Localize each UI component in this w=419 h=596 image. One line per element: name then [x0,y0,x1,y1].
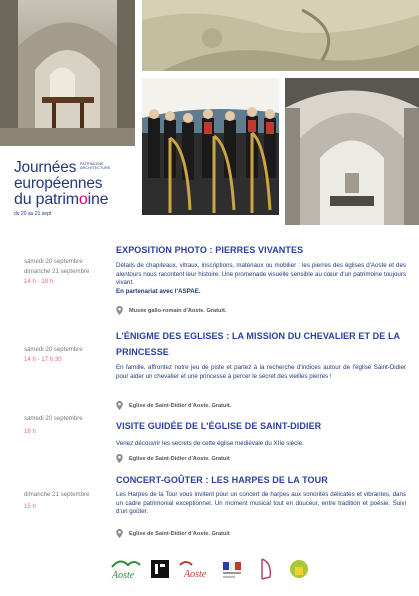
svg-text:Aoste: Aoste [184,569,207,580]
logo-dates: du 20 au 21 sept [14,211,52,217]
location-pin-icon [116,401,123,410]
green-partner-logo [288,557,310,581]
event-location: Eglise de Saint-Didier d'Aoste. Gratuit [116,454,230,463]
event-description: En famille, affrontez notre jeu de piste et partez à la recherche d'indices autour de l'église Saint-Didier pour aider un chevalier et une princesse à percer le secret des vieilles pierres ! [116,364,406,380]
event-date: dimanche 21 septembre [24,491,90,498]
sponsor-logos [108,557,313,581]
logo-line-2: européennes [14,175,103,192]
museum-aoste-logo [178,557,214,581]
republique-logo [220,557,246,581]
journees-patrimoine-logo [14,160,144,217]
event-time: 14 h - 17 h 30 [24,356,62,363]
event-time: 16 h [24,428,36,435]
event-description: Détails de chapiteaux, vitraux, inscriptions, matériaux ou mobilier : les pierres des églises d'Aoste et des alentours nous racontent leur histoire. Une promenade visuelle sensible au cœur d'un patrimoine toujours vivant. En partenariat avec l'ASPAE. [116,262,406,295]
church-interior-photo [0,0,135,146]
aoste-town-logo [108,557,144,581]
event-date: samedi 20 septembre [24,258,83,265]
event-meta [24,257,89,287]
event-location: Eglise de Saint-Didier d'Aoste. Gratuit. [116,401,231,410]
location-pin-icon [116,306,123,315]
event-description: Les Harpes de la Tour vous invitent pour un concert de harpes aux sonorités délicates et vibrantes, dans un cadre patrimonial exceptionnel. Un moment musical tout en douceur, entre tradition et poésie. Suivi d'un goûter. [116,491,406,516]
logo-line-3: du patrimoine [14,191,109,208]
logo-small-text: PATRIMOINE ARCHITECTURE [80,162,111,171]
harp-logo [258,557,274,581]
event-title: L'ÉNIGME DES EGLISES : LA MISSION DU CHEVALIER ET DE LA PRINCESSE [116,331,400,357]
event-location: Eglise de Saint-Didier d'Aoste. Gratuit [116,529,230,538]
event-title: CONCERT-GOÛTER : LES HARPES DE LA TOUR [116,475,328,485]
location-pin-icon [116,454,123,463]
event-meta [24,345,83,365]
event-time: 15 h [24,503,36,510]
event-time: 14 h - 18 h [24,278,54,285]
event-partner: En partenariat avec l'ASPAE. [116,287,201,295]
event-title: VISITE GUIDÉE DE L'ÉGLISE DE SAINT-DIDIER [116,421,322,431]
event-date: samedi 20 septembre [24,415,83,422]
church-nave-photo [285,78,419,225]
event-date: samedi 20 septembre [24,346,83,353]
svg-text:Aoste: Aoste [112,570,135,581]
event-description: Venez découvrir les secrets de cette église médiévale du XIIe siècle. [116,440,304,447]
event-date: dimanche 21 septembre [24,268,90,275]
event-meta [24,414,83,437]
event-meta [24,490,89,512]
institution-logo [150,557,170,581]
location-pin-icon [116,529,123,538]
logo-line-1: Journées [14,159,77,176]
event-location: Musée gallo-romain d'Aoste. Gratuit. [116,306,226,315]
event-title: EXPOSITION PHOTO : PIERRES VIVANTES [116,245,304,255]
harpists-photo [142,78,279,215]
stone-relief-photo [142,0,419,71]
